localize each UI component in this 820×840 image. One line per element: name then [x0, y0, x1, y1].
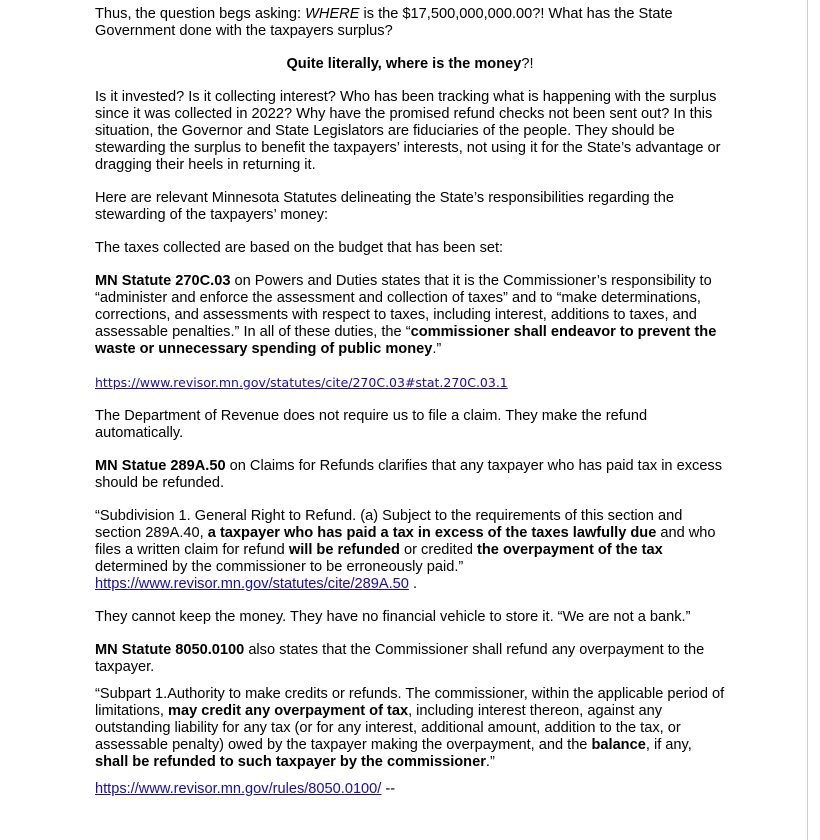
- bold-text: MN Statue 289A.50: [95, 458, 226, 474]
- link-270c03[interactable]: https://www.revisor.mn.gov/statutes/cite/270C.03#stat.270C.03.1: [95, 375, 508, 390]
- document-body: [95, 6, 725, 814]
- paragraph-link-8050: [95, 781, 725, 798]
- bold-text: the overpayment of the tax: [477, 542, 663, 558]
- text: is the $17,500,000,000.00?! What has the State Government done with the taxpayers surplus?: [95, 6, 673, 39]
- text: “Subdivision 1. General Right to Refund. (a) Subject to the requirements of this section and section 289A.40,: [95, 508, 683, 541]
- paragraph-relevant-statutes: Here are relevant Minnesota Statutes delineating the State’s responsibilities regarding the stewarding of the taxpayers’ money:: [95, 190, 674, 223]
- text: ?!: [521, 56, 534, 72]
- italic-text: WHERE: [305, 6, 360, 22]
- text: on Claims for Refunds clarifies that any taxpayer who has paid tax in excess should be refunded.: [95, 458, 723, 491]
- bold-text: commissioner shall endeavor to prevent the waste or unnecessary spending of public money: [95, 324, 717, 357]
- paragraph-not-a-bank: They cannot keep the money. They have no financial vehicle to store it. “We are not a bank.”: [95, 609, 691, 625]
- text: Thus, the question begs asking:: [95, 6, 306, 22]
- paragraph-subdivision-quote: [95, 508, 725, 593]
- text: .”: [432, 341, 442, 357]
- paragraph-where-question: [95, 6, 725, 40]
- paragraph-taxes-collected: The taxes collected are based on the budget that has been set:: [95, 240, 504, 256]
- paragraph-centered-question: [95, 56, 725, 73]
- text: and who files a written claim for refund: [95, 525, 716, 558]
- bold-text: MN Statute 270C.03: [95, 273, 231, 289]
- bold-text: MN Statute 8050.0100: [95, 642, 245, 658]
- bold-text: Quite literally, where is the money: [286, 56, 522, 72]
- bold-text: will be refunded: [288, 542, 400, 558]
- link-289a50[interactable]: https://www.revisor.mn.gov/statutes/cite/289A.50: [95, 576, 409, 592]
- bold-text: balance: [591, 737, 646, 753]
- text: or credited: [399, 542, 478, 558]
- paragraph-statute-8050: [95, 642, 725, 676]
- text: .: [408, 576, 418, 592]
- paragraph-invested-questions: Is it invested? Is it collecting interest? Who has been tracking what is happening with the surplus since it was collected in 2022? Why have the promised refund checks not been sent out? In this situation, the Governor and State Legislators are fiduciaries of the people. They should be stewarding the surplus to benefit the taxpayers’ interests, not using it for the State’s advantage or dragging their heels in returning it.: [95, 89, 721, 173]
- bold-text: shall be refunded to such taxpayer by the commissioner: [95, 754, 486, 770]
- text: on Powers and Duties states that it is the Commissioner’s responsibility to “administer and enforce the assessment and collection of taxes” and to “make determinations, corrections, and assessments with respect to taxes, including interest, additions to taxes, and assessable penalties.” In all of these duties, the “: [95, 273, 712, 340]
- text: , including interest thereon, against any outstanding liability for any tax (or for any interest, additional amount, addition to the tax, or assessable penalty) owed by the taxpayer making the overpayment, and the: [95, 703, 681, 753]
- text: also states that the Commissioner shall refund any overpayment to the taxpayer.: [95, 642, 705, 675]
- paragraph-link-270c03: [95, 374, 725, 392]
- paragraph-statute-270c03: [95, 273, 725, 358]
- bold-text: a taxpayer who has paid a tax in excess of the taxes lawfully due: [207, 525, 657, 541]
- link-8050[interactable]: https://www.revisor.mn.gov/rules/8050.0100/: [95, 781, 382, 797]
- text: --: [381, 781, 396, 797]
- paragraph-department-revenue: The Department of Revenue does not require us to file a claim. They make the refund automatically.: [95, 408, 648, 441]
- text: “Subpart 1.Authority to make credits or refunds. The commissioner, within the applicable period of limitations,: [95, 686, 725, 719]
- paragraph-statute-289a50: [95, 458, 725, 492]
- text: .”: [485, 754, 495, 770]
- text: , if any,: [645, 737, 692, 753]
- text: determined by the commissioner to be erroneously paid.”: [95, 559, 464, 575]
- paragraph-subpart-quote: [95, 686, 725, 771]
- bold-text: may credit any overpayment of tax: [168, 703, 409, 719]
